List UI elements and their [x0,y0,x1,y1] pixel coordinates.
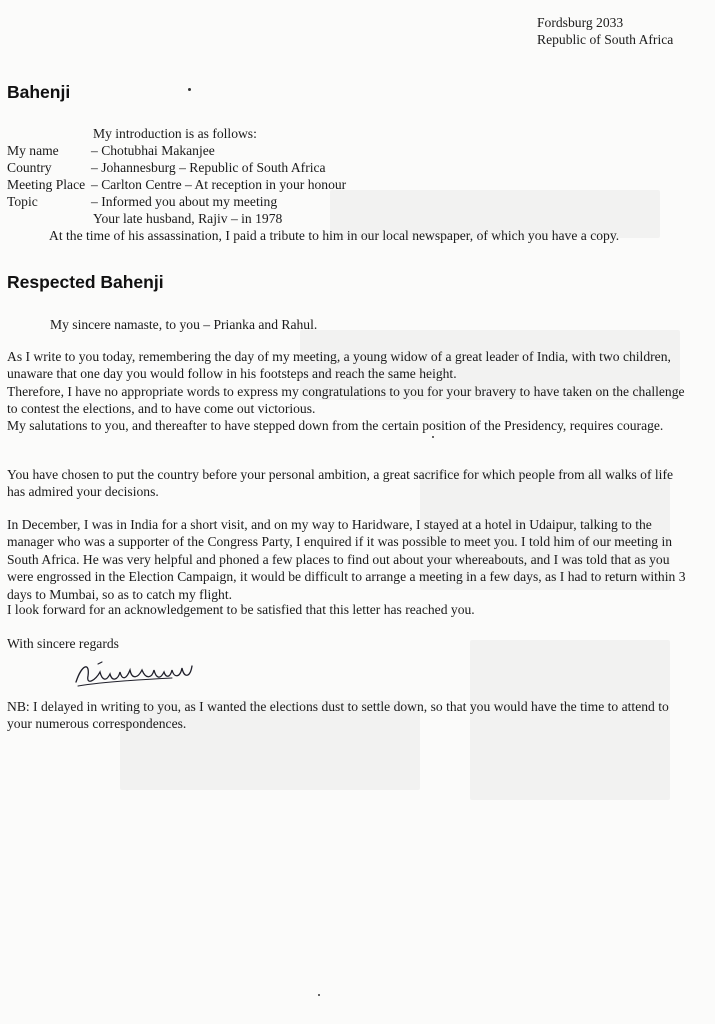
address-line-1: Fordsburg 2033 [537,15,624,30]
intro-label: My name [7,143,59,158]
intro-row-topic [7,194,707,211]
paragraph-3: My salutations to you, and thereafter to have stepped down from the certain position of the Presidency, requires courage. [7,418,664,433]
intro-row-country [7,160,707,177]
signature-graphic [72,658,212,690]
greeting-line: My sincere namaste, to you – Prianka and Rahul. [50,317,318,332]
handwritten-signature [72,658,212,694]
paragraph-2: Therefore, I have no appropriate words to express my congratulations to you for your bravery to have taken on the challenge to contest the elections, and to have come out victorious. [7,384,685,417]
intro-label: Topic [7,194,38,209]
topic-continuation: Your late husband, Rajiv – in 1978 [93,211,283,226]
tribute-line: At the time of his assassination, I paid a tribute to him in our local newspaper, of which you have a copy. [49,228,620,243]
sender-address [537,14,673,48]
nb-paragraph: NB: I delayed in writing to you, as I wanted the elections dust to settle down, so that you would have the time to attend to your numerous correspondences. [7,699,669,732]
intro-row-name [7,143,707,160]
respected-heading: Respected Bahenji [7,272,164,292]
stray-mark [318,994,320,996]
intro-lead: My introduction is as follows: [93,126,257,141]
paragraph-6: I look forward for an acknowledgement to be satisfied that this letter has reached you. [7,602,475,617]
intro-value: – Johannesburg – Republic of South Africa [91,160,326,175]
stray-mark [188,88,191,91]
stray-mark [432,436,434,438]
paragraph-5: In December, I was in India for a short visit, and on my way to Haridware, I stayed at a hotel in Udaipur, talking to the manager who was a supporter of the Congress Party, I enquired if it was possible to meet you. I told him of our meeting in South Africa. He was very helpful and phoned a few places to find out about your whereabouts, and I was told that as you were engrossed in the Election Campaign, it would be difficult to arrange a meeting in a few days, as I had to return within 3 days to Mumbai, so as to catch my flight. [7,517,686,602]
paragraph-4: You have chosen to put the country before your personal ambition, a great sacrifice for which people from all walks of life has admired your decisions. [7,467,674,500]
intro-label: Country [7,160,52,175]
address-line-2: Republic of South Africa [537,32,674,47]
intro-value: – Carlton Centre – At reception in your honour [91,177,347,192]
intro-label: Meeting Place [7,177,86,192]
intro-value: – Chotubhai Makanjee [91,143,215,158]
paragraph-1: As I write to you today, remembering the day of my meeting, a young widow of a great leader of India, with two children, unaware that one day you would follow in his footsteps and reach the same height. [7,349,671,382]
salutation-heading: Bahenji [7,82,71,102]
intro-row-meeting-place [7,177,707,194]
intro-value: – Informed you about my meeting [91,194,278,209]
closing-line: With sincere regards [7,636,119,651]
